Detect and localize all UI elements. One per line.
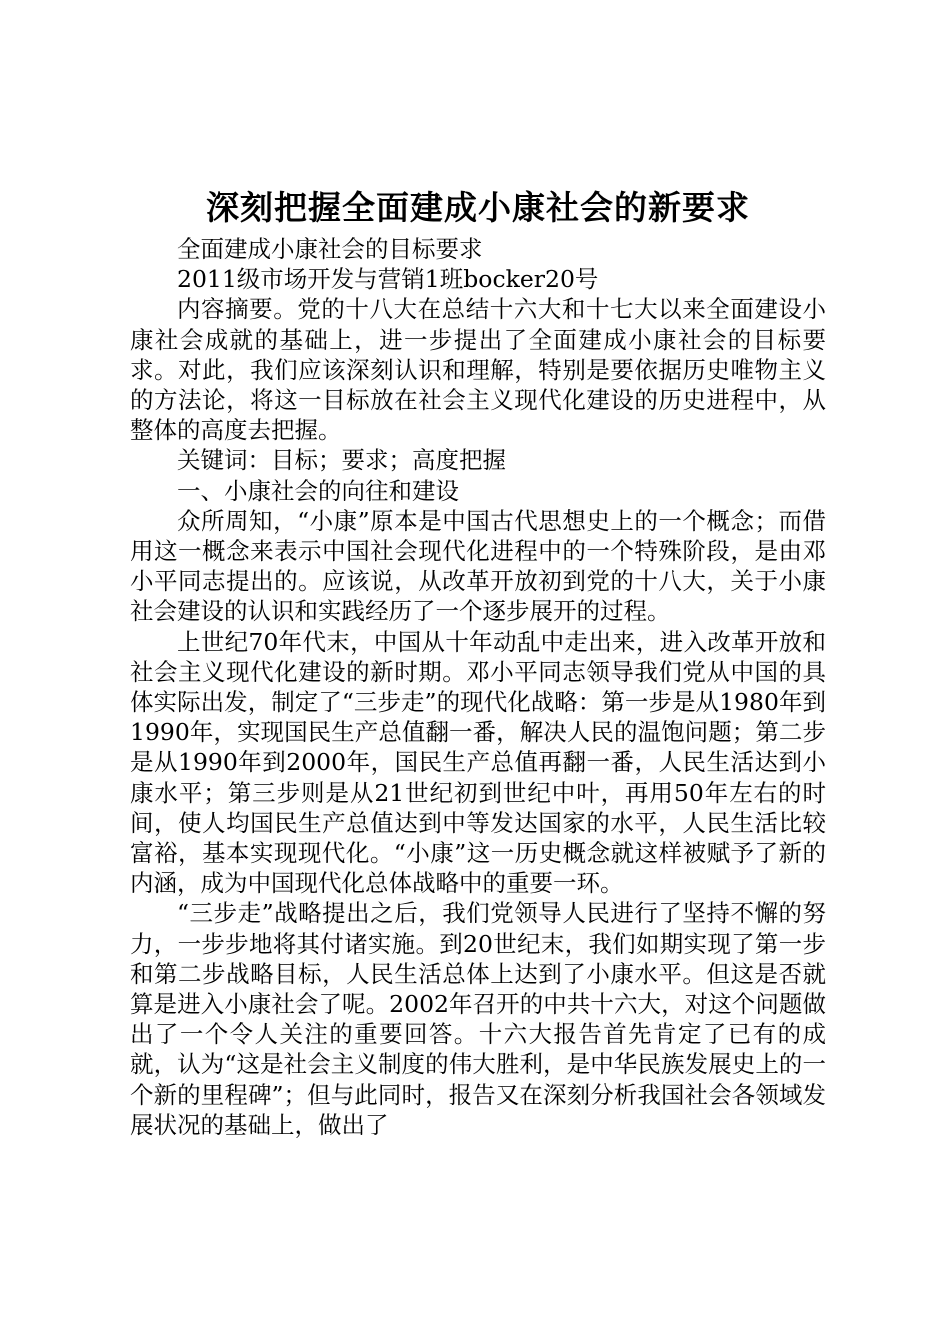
author-line: 2011级市场开发与营销1班bocker20号 [177, 265, 599, 294]
document-title: 深刻把握全面建成小康社会的新要求 [206, 188, 750, 227]
abstract-paragraph: 内容摘要。党的十八大在总结十六大和十七大以来全面建设小康社会成就的基础上，进一步提出了全面建成小康社会的目标要求。对此，我们应该深刻认识和理解，特别是要依据历史唯物主义的方法论，将这一目标放在社会主义现代化建设的历史进程中，从整体的高度去把握。 [130, 295, 826, 445]
section-heading: 一、小康社会的向往和建设 [177, 476, 459, 505]
body-paragraph: 上世纪70年代末，中国从十年动乱中走出来，进入改革开放和社会主义现代化建设的新时期。邓小平同志领导我们党从中国的具体实际出发，制定了“三步走”的现代化战略：第一步是从1980年到1990年，实现国民生产总值翻一番，解决人民的温饱问题；第二步是从1990年到2000年，国民生产总值再翻一番，人民生活达到小康水平；第三步则是从21世纪初到世纪中叶，再用50年左右的时间，使人均国民生产总值达到中等发达国家的水平，人民生活比较富裕，基本实现现代化。“小康”这一历史概念就这样被赋予了新的内涵，成为中国现代化总体战略中的重要一环。 [130, 627, 826, 898]
body-paragraph: “三步走”战略提出之后，我们党领导人民进行了坚持不懈的努力，一步步地将其付诸实施。到20世纪末，我们如期实现了第一步和第二步战略目标，人民生活总体上达到了小康水平。但这是否就算是进入小康社会了呢。2002年召开的中共十六大，对这个问题做出了一个令人关注的重要回答。十六大报告首先肯定了已有的成就，认为“这是社会主义制度的伟大胜利，是中华民族发展史上的一个新的里程碑”；但与此同时，报告又在深刻分析我国社会各领域发展状况的基础上，做出了 [130, 899, 826, 1139]
body-paragraph: 众所周知，“小康”原本是中国古代思想史上的一个概念；而借用这一概念来表示中国社会现代化进程中的一个特殊阶段，是由邓小平同志提出的。应该说，从改革开放初到党的十八大，关于小康社会建设的认识和实践经历了一个逐步展开的过程。 [130, 506, 826, 626]
keywords-paragraph: 关键词：目标；要求；高度把握 [177, 446, 506, 475]
subtitle-paragraph: 全面建成小康社会的目标要求 [177, 235, 483, 263]
document-body [130, 186, 826, 1140]
